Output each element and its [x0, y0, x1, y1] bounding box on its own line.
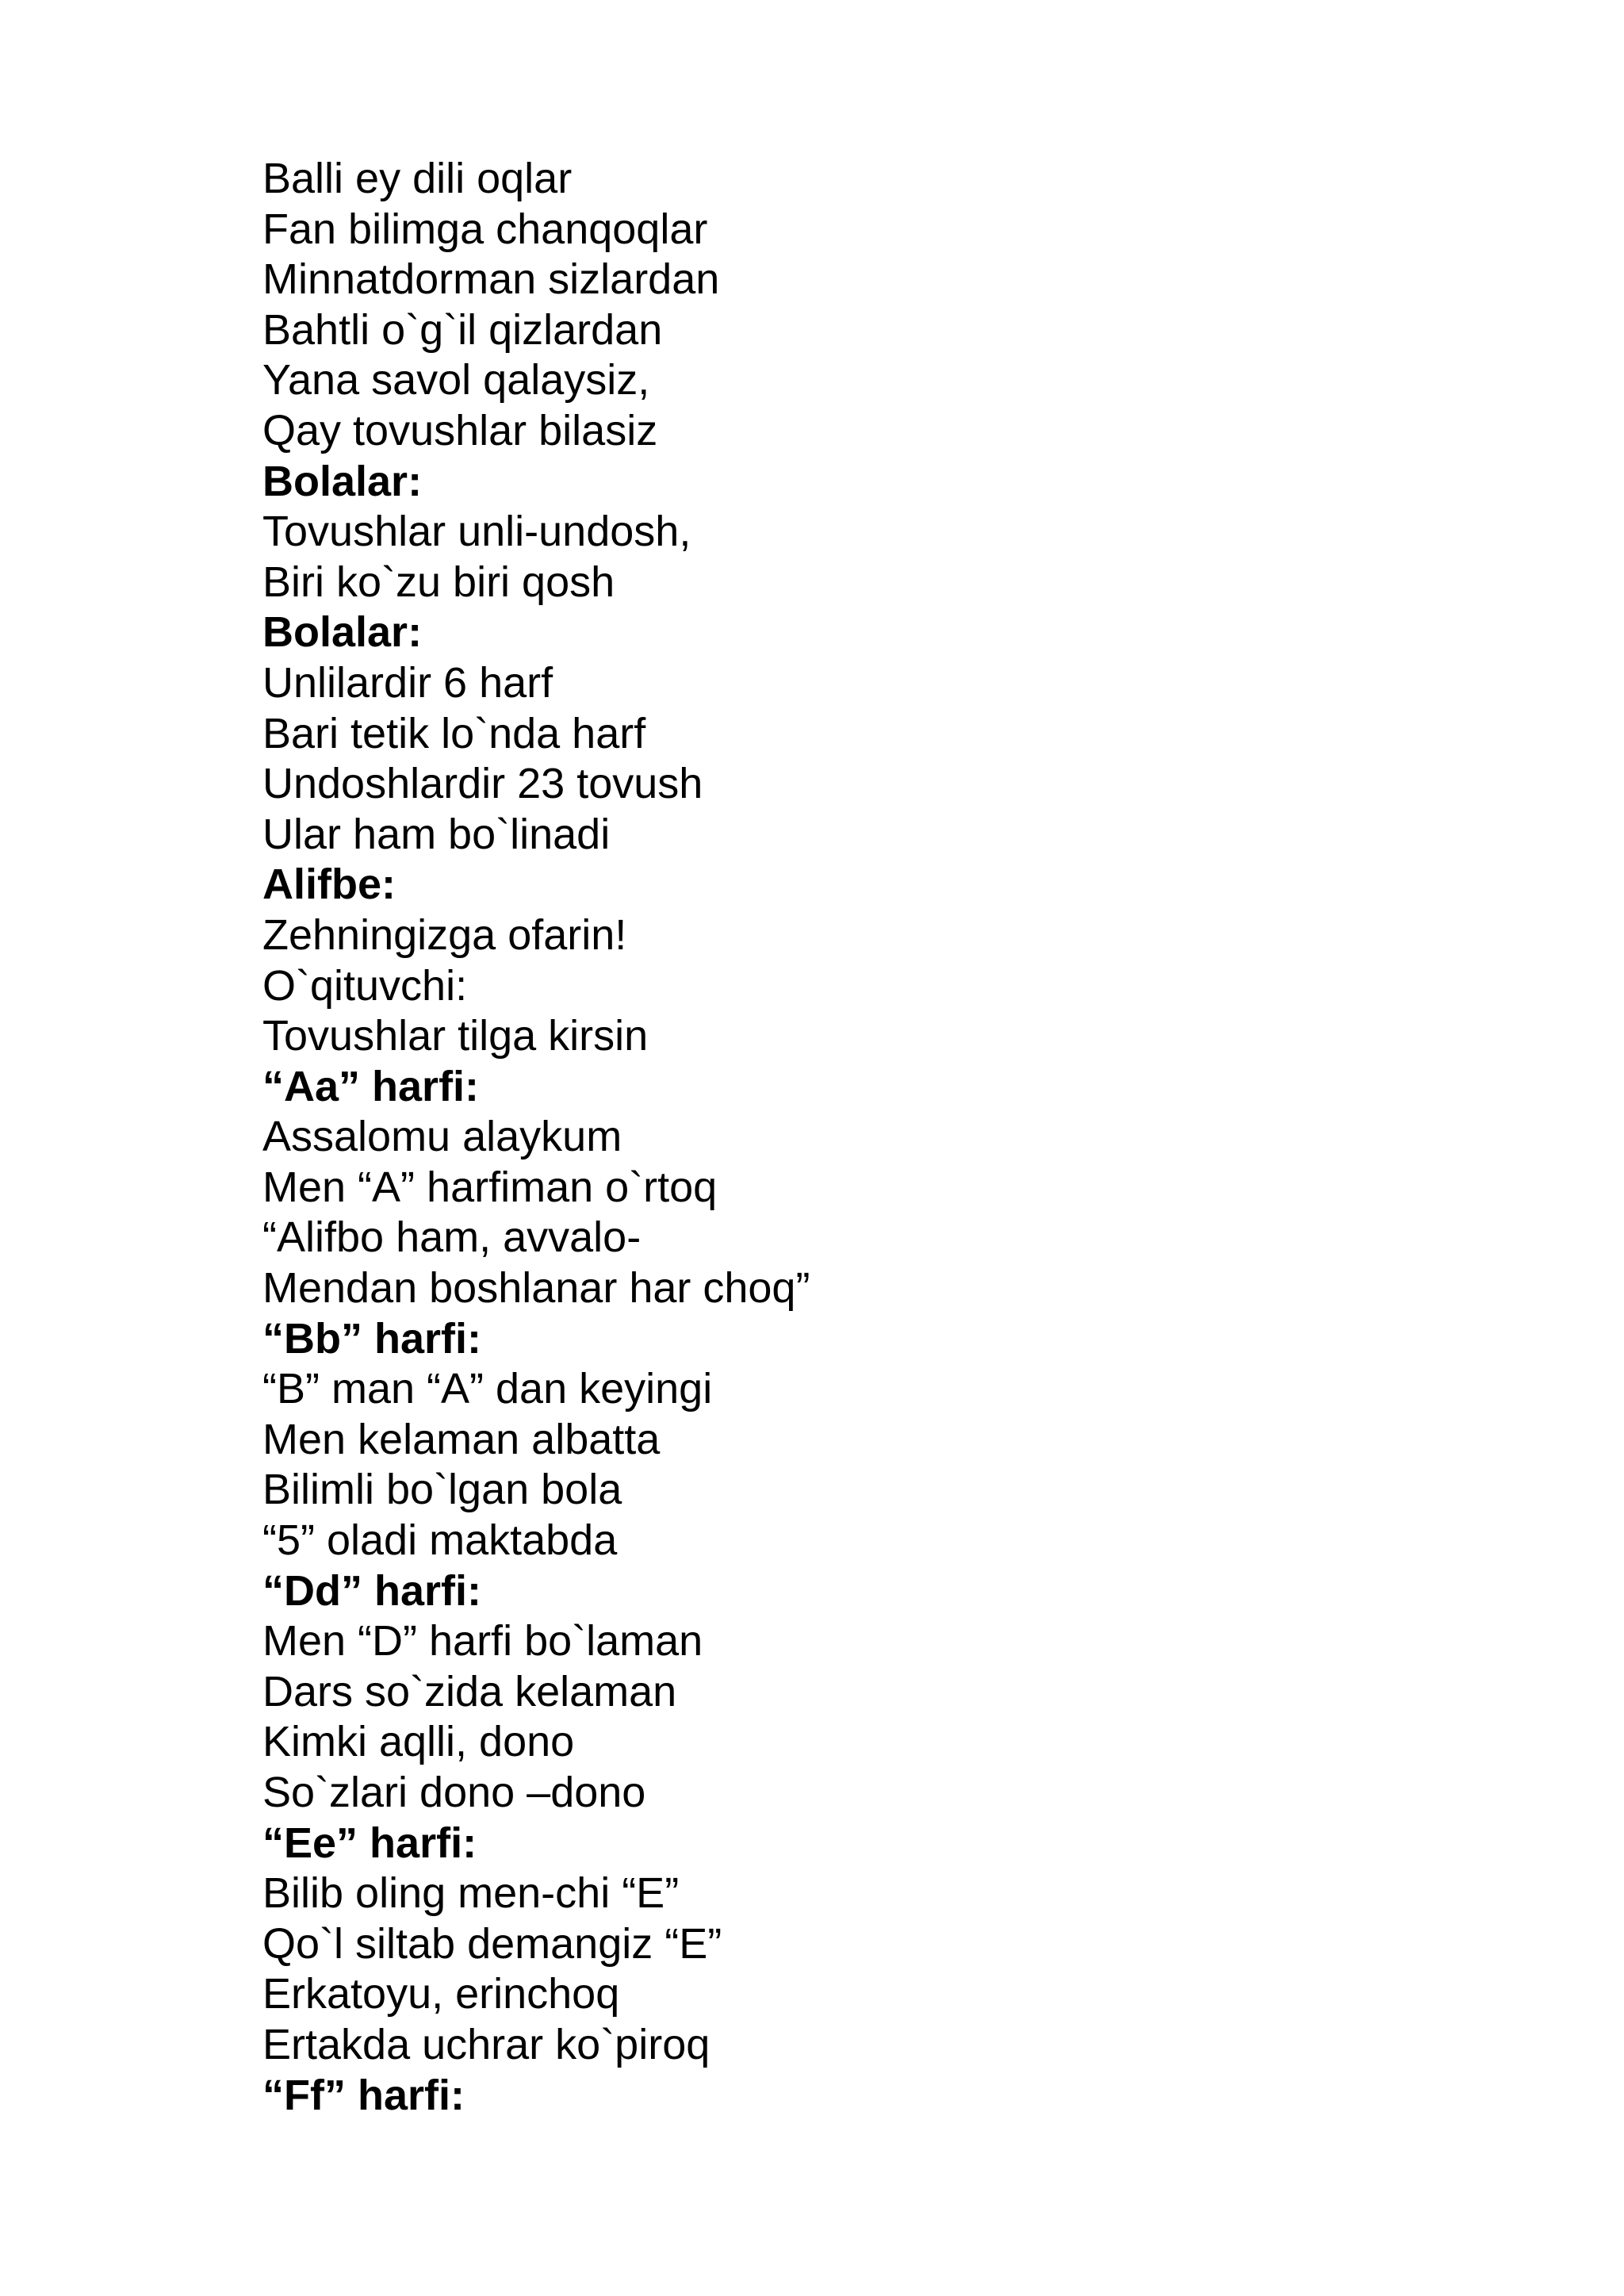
poem-text-block	[262, 154, 1452, 2121]
speaker-heading: “Bb” harfi:	[262, 1314, 481, 1363]
text-line: Yana savol qalaysiz,	[262, 356, 650, 404]
speaker-heading: Bolalar:	[262, 608, 423, 657]
text-line: Balli ey dili oqlar	[262, 155, 573, 202]
text-line: Men “A” harfiman o`rtoq	[262, 1163, 718, 1211]
speaker-heading: Alifbe:	[262, 861, 396, 909]
text-line: Zehningizga ofarin!	[262, 910, 627, 959]
text-line: Erkatoyu, erinchoq	[262, 1970, 620, 2018]
text-line: Kimki aqlli, dono	[262, 1718, 575, 1766]
speaker-heading: “Ff” harfi:	[262, 2071, 465, 2119]
speaker-heading: “Dd” harfi:	[262, 1566, 481, 1615]
text-line: Qo`l siltab demangiz “E”	[262, 1919, 722, 1968]
text-line: Mendan boshlanar har choq”	[262, 1264, 810, 1313]
text-line: “5” oladi maktabda	[262, 1516, 618, 1565]
text-line: Fan bilimga chanqoqlar	[262, 205, 708, 253]
text-line: Dars so`zida kelaman	[262, 1667, 677, 1715]
text-line: Assalomu alaykum	[262, 1113, 622, 1161]
text-line: Tovushlar unli-undosh,	[262, 508, 691, 556]
text-line: Tovushlar tilga kirsin	[262, 1012, 649, 1060]
speaker-heading: Bolalar:	[262, 457, 423, 505]
text-line: Men “D” harfi bo`laman	[262, 1617, 703, 1665]
text-line: Ertakda uchrar ko`piroq	[262, 2020, 710, 2068]
text-line: Undoshlardir 23 tovush	[262, 760, 703, 808]
text-line: Qay tovushlar bilasiz	[262, 406, 658, 454]
text-line: “B” man “A” dan keyingi	[262, 1365, 713, 1413]
text-line: “Alifbo ham, avvalo-	[262, 1213, 642, 1262]
text-line: Bahtli o`g`il qizlardan	[262, 305, 663, 354]
text-line: Ular ham bo`linadi	[262, 810, 611, 858]
text-line: Bilimli bo`lgan bola	[262, 1466, 622, 1514]
text-line: Bilib oling men-chi “E”	[262, 1869, 680, 1918]
text-line: Biri ko`zu biri qosh	[262, 558, 615, 606]
text-line: O`qituvchi:	[262, 961, 468, 1010]
text-line: Unlilardir 6 harf	[262, 658, 553, 707]
text-line: Men kelaman albatta	[262, 1415, 661, 1463]
text-line: Minnatdorman sizlardan	[262, 255, 720, 304]
text-line: So`zlari dono –dono	[262, 1769, 646, 1816]
speaker-heading: “Aa” harfi:	[262, 1062, 480, 1110]
text-line: Bari tetik lo`nda harf	[262, 709, 646, 757]
speaker-heading: “Ee” harfi:	[262, 1819, 477, 1867]
